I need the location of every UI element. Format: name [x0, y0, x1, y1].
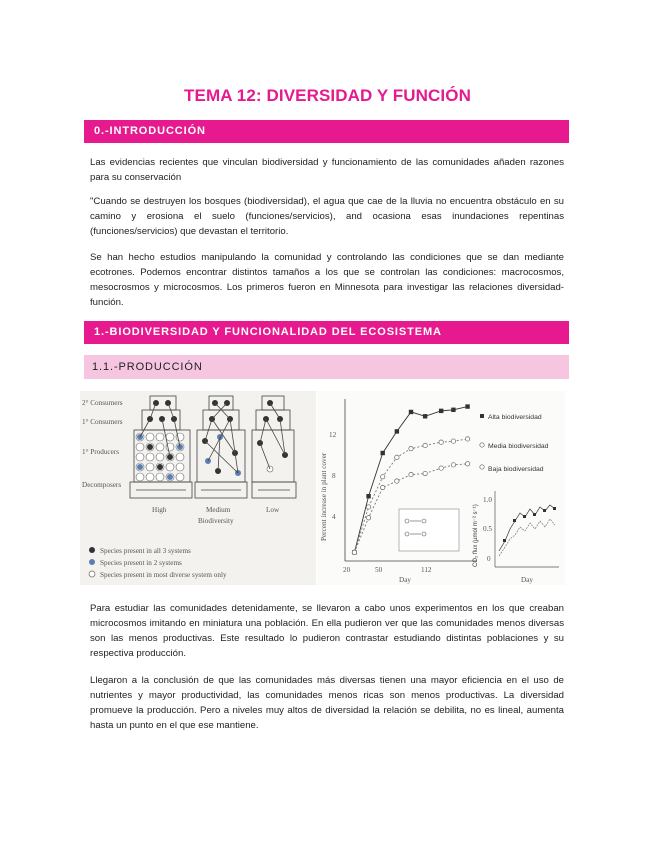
legend-text-all: Species present in all 3 systems: [100, 547, 191, 555]
legend-marker-one: [89, 571, 95, 577]
section-heading-intro: 0.-INTRODUCCIÓN: [84, 120, 569, 143]
x-tick-20: 20: [343, 566, 351, 574]
data-point: [451, 439, 455, 443]
legend-marker-baja: [480, 465, 484, 469]
section-heading-biodiversity: 1.-BIODIVERSIDAD Y FUNCIONALIDAD DEL ECOSISTEMA: [84, 321, 569, 344]
inset-y-tick-05: 0.5: [483, 525, 492, 533]
data-point: [352, 550, 356, 554]
food-web-high: [130, 396, 192, 498]
legend-marker-all: [89, 547, 95, 553]
inset-y-label: CO₂ flux (µmol m⁻² s⁻¹): [473, 504, 479, 567]
food-web-figure: [80, 391, 316, 585]
data-point: [381, 485, 385, 489]
data-point: [395, 479, 399, 483]
data-point: [423, 443, 427, 447]
food-web-low: [252, 396, 296, 498]
data-point: [451, 463, 455, 467]
biodiversity-axis-label: Biodiversity: [198, 517, 234, 525]
data-point: [395, 429, 399, 433]
legend-text-alta: Alta biodiversidad: [488, 414, 542, 421]
intro-paragraph-3: Se han hecho estudios manipulando la comunidad y controlando las condiciones que se dan mediante ecotrones. Podemos encontrar distintos tamaños a los que se controlan las condiciones: macrocosmos, mesocrosmos y microcosmos. Los primeros fueron en Minnesota para investigar las relaciones diversidad- función.: [90, 252, 564, 308]
system-label-medium: Medium: [206, 506, 231, 514]
data-point: [465, 437, 469, 441]
data-point: [409, 446, 413, 450]
inset-y-tick-1: 1.0: [483, 496, 492, 504]
x-axis-label: Day: [399, 576, 411, 584]
data-point: [423, 414, 427, 418]
subsection-heading-production: 1.1.-PRODUCCIÓN: [84, 355, 569, 379]
legend-text-baja: Baja biodiversidad: [488, 466, 544, 473]
inset-y-tick-0: 0: [487, 555, 491, 563]
inset-x-label: Day: [521, 576, 533, 584]
intro-paragraph-1: Las evidencias recientes que vinculan biodiversidad y funcionamiento de las comunidades añaden razones para su conservación: [90, 157, 564, 183]
food-web-medium: [195, 396, 247, 498]
intro-paragraph-2: "Cuando se destruyen los bosques (biodiversidad), el agua que cae de la lluvia no encuentra obstáculo en su camino y erosiona el suelo (funciones/servicios), and ocasiona esas inundaciones repentinas (funciones/servicios) que devastan el territorio.: [90, 196, 564, 237]
level-label-producers: 1° Producers: [82, 448, 120, 456]
data-point: [439, 466, 443, 470]
production-chart: [317, 391, 565, 585]
data-point: [409, 472, 413, 476]
legend-text-two: Species present in 2 systems: [100, 559, 182, 567]
y-tick-8: 8: [332, 472, 336, 480]
data-point: [381, 451, 385, 455]
level-label-2-consumers: 2° Consumers: [82, 399, 123, 407]
legend-text-one: Species present in most diverse system only: [100, 571, 227, 579]
data-point: [366, 505, 370, 509]
data-point: [439, 409, 443, 413]
level-label-1-consumers: 1° Consumers: [82, 418, 123, 426]
production-paragraph-1: Para estudiar las comunidades detenidamente, se llevaron a cabo unos experimentos en los que creaban microcosmos imitando en miniatura una población. En ella pudieron ver que las comunidades menos diversas son las menos productivas. Este resultado lo pudieron contrastar estudiando distintas poblaciones y su respectiva producción.: [90, 603, 564, 659]
data-point: [439, 440, 443, 444]
page-title: TEMA 12: DIVERSIDAD Y FUNCIÓN: [184, 86, 471, 105]
production-paragraph-2: Llegaron a la conclusión de que las comunidades más diversas tienen una mayor eficiencia en el uso de nutrientes y mayor productividad, las comunidades menos ricas son menos productivas. La diversidad promueve la producción. Pero a niveles muy altos de diversidad la relación se debilita, no es lineal, aumenta hasta un punto en el que ese mantiene.: [90, 675, 564, 731]
data-point: [409, 410, 413, 414]
legend-marker-media: [480, 443, 484, 447]
y-tick-4: 4: [332, 513, 336, 521]
data-point: [381, 475, 385, 479]
y-tick-12: 12: [329, 431, 337, 439]
data-point: [465, 404, 469, 408]
data-point: [465, 462, 469, 466]
level-label-decomposers: Decomposers: [82, 481, 122, 489]
system-label-high: High: [152, 506, 167, 514]
data-point: [366, 494, 370, 498]
x-tick-112: 112: [421, 566, 432, 574]
system-label-low: Low: [266, 506, 280, 514]
x-tick-50: 50: [375, 566, 383, 574]
data-point: [395, 455, 399, 459]
legend-text-media: Media biodiversidad: [488, 443, 549, 450]
data-point: [423, 471, 427, 475]
data-point: [451, 408, 455, 412]
y-axis-label: Percent increase in plant cover: [320, 452, 328, 541]
legend-marker-two: [89, 559, 95, 565]
data-point: [366, 516, 370, 520]
legend-marker-alta: [480, 414, 484, 418]
